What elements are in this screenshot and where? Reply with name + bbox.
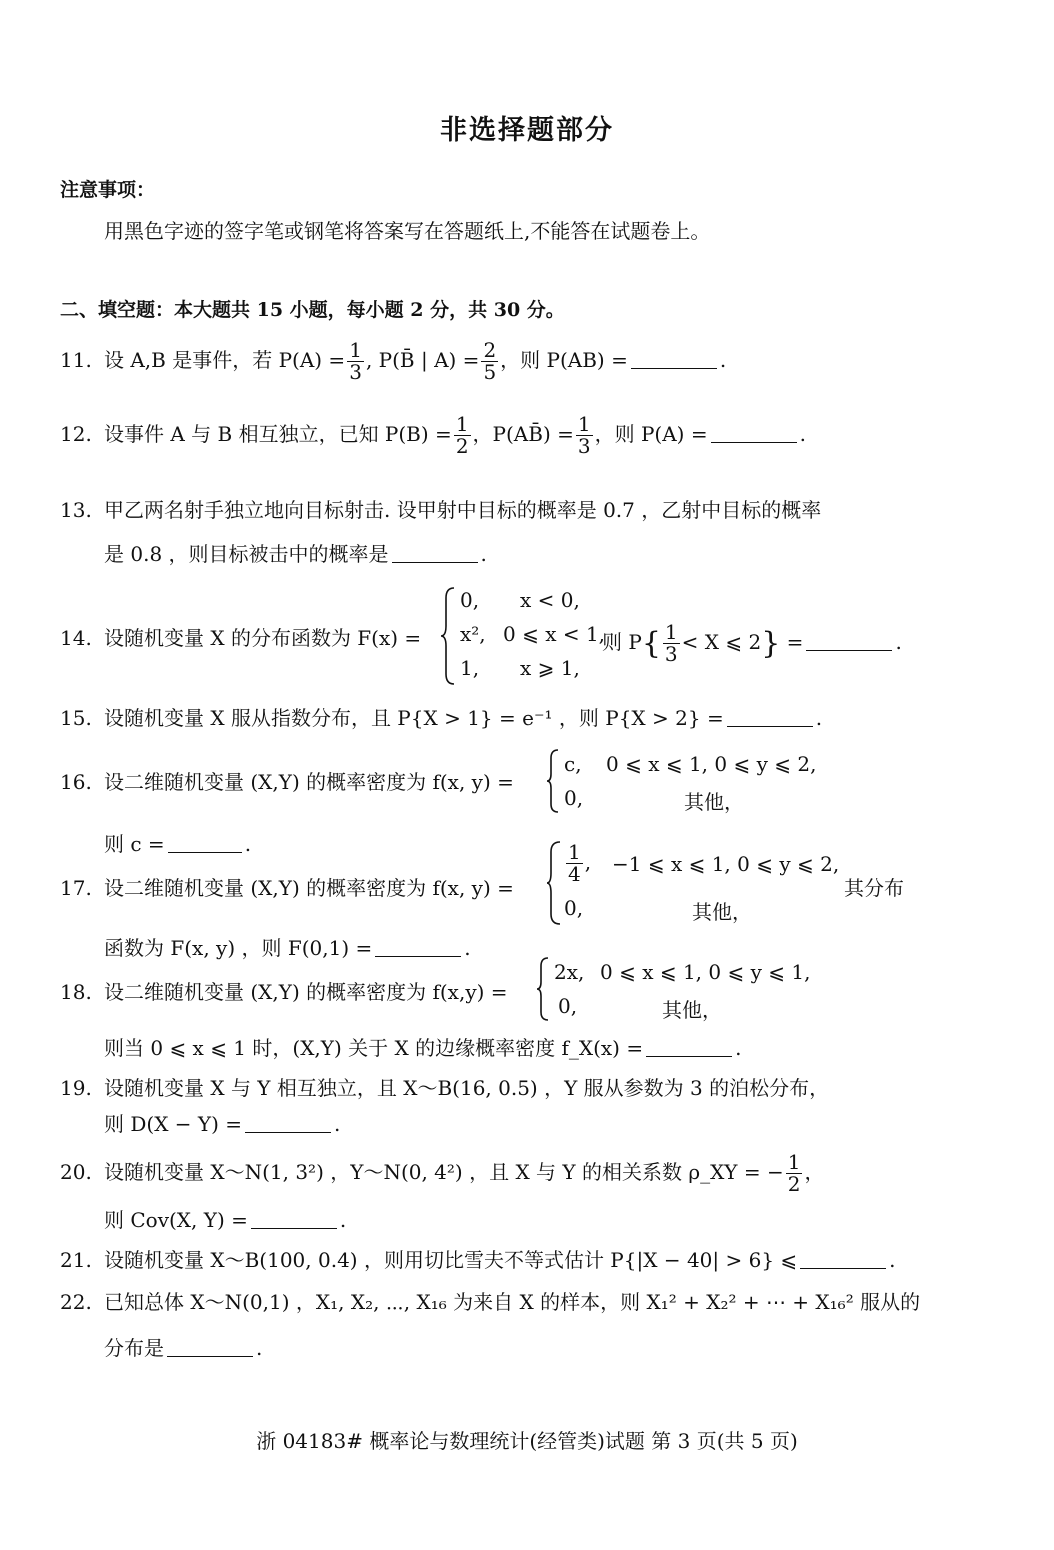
fraction: $\frac{1}{3}$ xyxy=(664,620,678,666)
answer-blank[interactable] xyxy=(631,350,717,369)
answer-blank[interactable] xyxy=(375,938,461,957)
question-14-probability: 则 P{ $\frac{1}{3}$ < X ⩽ 2} = . xyxy=(602,620,902,666)
question-17-line2: 函数为 F(x, y) ，则 F(0,1) = . xyxy=(104,936,471,960)
fraction: $\frac{1}{3}$ xyxy=(577,412,591,458)
fraction: $\frac{1}{2}$ xyxy=(787,1150,801,1196)
left-brace-icon xyxy=(546,748,560,814)
answer-blank[interactable] xyxy=(727,708,813,727)
fraction: $\frac{2}{5}$ xyxy=(483,338,497,384)
question-17-tail: 其分布 xyxy=(844,876,904,900)
question-22: 22. 已知总体 X～N(0,1) ，X₁, X₂, ⋯, X₁₆ 为来自 X 的样本，则 X₁² + X₂² + ⋯ + X₁₆² 服从的 xyxy=(60,1290,921,1314)
question-22-line2: 分布是 . xyxy=(104,1336,263,1360)
left-brace-icon xyxy=(546,840,562,926)
notice-text: 用黑色字迹的签字笔或钢笔将答案写在答题纸上,不能答在试题卷上。 xyxy=(104,219,711,243)
question-12: 12. 设事件 A 与 B 相互独立，已知 P(B) = $\frac{1}{2}$ ，P(AB̄) = $\frac{1}{3}$ ，则 P(A) = . xyxy=(60,412,806,458)
question-16-line2: 则 c = . xyxy=(104,832,252,856)
question-16: 16. 设二维随机变量 (X,Y) 的概率密度为 f(x, y) = xyxy=(60,770,514,794)
question-13: 13. 甲乙两名射手独立地向目标射击. 设甲射中目标的概率是 0.7 ，乙射中目标的概率 xyxy=(60,498,822,522)
question-20-line2: 则 Cov(X, Y) = . xyxy=(104,1208,347,1232)
page-title: 非选择题部分 xyxy=(440,115,614,146)
fraction: $\frac{1}{2}$ xyxy=(455,412,469,458)
question-18-line2: 则当 0 ⩽ x ⩽ 1 时，(X,Y) 关于 X 的边缘概率密度 f_X(x) = . xyxy=(104,1036,742,1060)
left-brace-icon xyxy=(536,956,550,1022)
question-14: 14. 设随机变量 X 的分布函数为 F(x) = xyxy=(60,626,422,650)
question-17: 17. 设二维随机变量 (X,Y) 的概率密度为 f(x, y) = xyxy=(60,876,514,900)
answer-blank[interactable] xyxy=(168,834,242,853)
answer-blank[interactable] xyxy=(806,632,892,651)
section-heading: 二、填空题：本大题共 15 小题，每小题 2 分，共 30 分。 xyxy=(60,299,565,321)
question-18: 18. 设二维随机变量 (X,Y) 的概率密度为 f(x,y) = xyxy=(60,980,508,1004)
answer-blank[interactable] xyxy=(251,1210,337,1229)
answer-blank[interactable] xyxy=(392,544,478,563)
answer-blank[interactable] xyxy=(245,1114,331,1133)
notice-heading: 注意事项： xyxy=(60,179,156,201)
answer-blank[interactable] xyxy=(167,1338,253,1357)
answer-blank[interactable] xyxy=(646,1038,732,1057)
case-fraction: $\frac{1}{4}$ , xyxy=(568,840,592,886)
question-11: 11. 设 A,B 是事件，若 P(A) = $\frac{1}{3}$ , P(B̄ | A) = $\frac{2}{5}$ ，则 P(AB) = . xyxy=(60,338,727,384)
question-19: 19. 设随机变量 X 与 Y 相互独立，且 X～B(16, 0.5) ，Y 服从参数为 3 的泊松分布， xyxy=(60,1076,830,1100)
question-19-line2: 则 D(X − Y) = . xyxy=(104,1112,341,1136)
answer-blank[interactable] xyxy=(800,1250,886,1269)
left-brace-icon xyxy=(440,586,456,686)
question-20: 20. 设随机变量 X～N(1, 3²) ，Y～N(0, 4²) ，且 X 与 Y 的相关系数 ρ_XY = − $\frac{1}{2}$ ， xyxy=(60,1150,825,1196)
question-13-line2: 是 0.8 ，则目标被击中的概率是 . xyxy=(104,542,487,566)
question-15: 15. 设随机变量 X 服从指数分布，且 P{X > 1} = e⁻¹ ，则 P{X > 2} = . xyxy=(60,706,823,730)
fraction: $\frac{1}{3}$ xyxy=(349,338,362,384)
question-21: 21. 设随机变量 X～B(100, 0.4) ，则用切比雪夫不等式估计 P{|X − 40| > 6} ⩽ . xyxy=(60,1248,896,1272)
answer-blank[interactable] xyxy=(711,424,797,443)
page-footer: 浙 04183# 概率论与数理统计(经管类)试题 第 3 页(共 5 页) xyxy=(256,1429,798,1453)
